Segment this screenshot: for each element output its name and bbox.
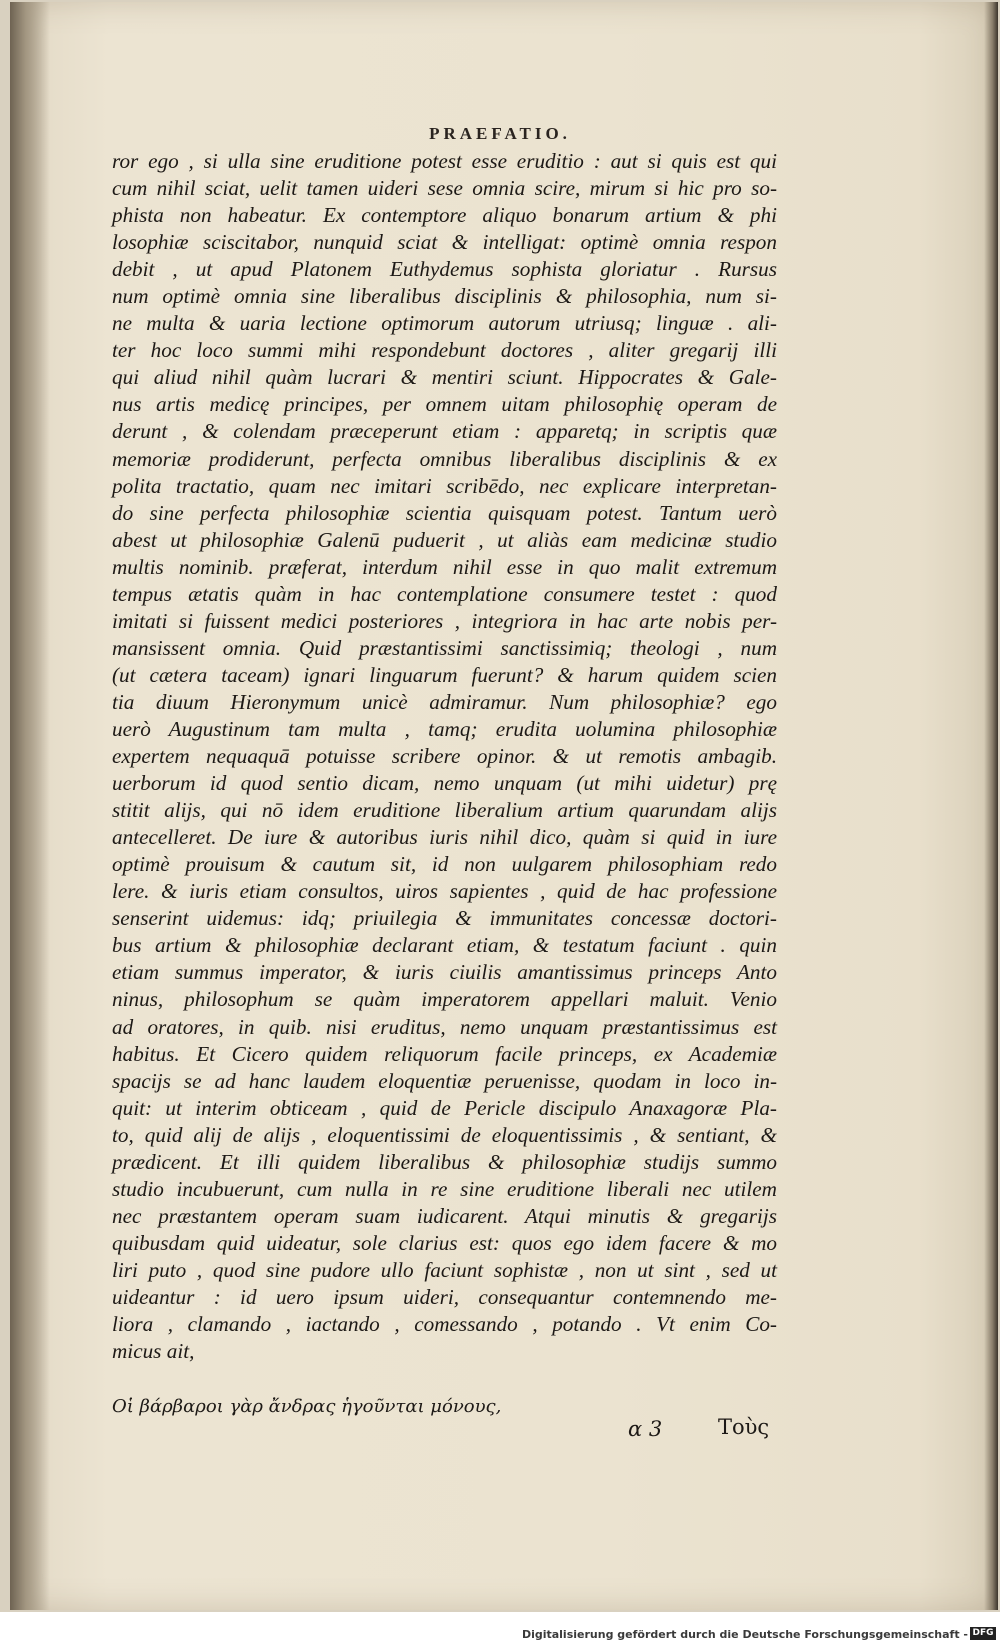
text-line: (ut cætera taceam) ignari linguarum fuerunt? & harum quidem scien <box>112 662 777 687</box>
signature-mark: α 3 <box>628 1417 663 1441</box>
text-line: imitati si fuissent medici posteriores , integriora in hac arte nobis per- <box>112 608 777 633</box>
text-line: quibusdam quid uideatur, sole clarius est: quos ego idem facere & mo <box>112 1230 777 1255</box>
body-text <box>112 148 777 1365</box>
text-line: cum nihil sciat, uelit tamen uideri sese omnia scire, mirum si hic pro so- <box>112 176 777 201</box>
text-line: quit: ut interim obticeam , quid de Pericle discipulo Anaxagoræ Pla- <box>112 1095 777 1120</box>
text-line: nus artis medicę principes, per omnem uitam philosophię operam de <box>112 392 777 417</box>
text-line: ror ego , si ulla sine eruditione potest esse eruditio : aut si quis est qui <box>112 149 777 173</box>
text-line: spacijs se ad hanc laudem eloquentiæ peruenisse, quodam in loco in- <box>112 1068 777 1093</box>
running-head: PRAEFATIO. <box>429 124 571 143</box>
text-line: nec præstantem operam suam iudicarent. Atqui minutis & gregarijs <box>112 1203 777 1228</box>
text-line: uideantur : id uero ipsum uideri, consequantur contemnendo me- <box>112 1284 777 1309</box>
text-line: ter hoc loco summi mihi respondebunt doctores , aliter gregarij illi <box>112 338 777 363</box>
text-line: etiam summus imperator, & iuris ciuilis amantissimus princeps Anto <box>112 960 777 985</box>
text-line: num optimè omnia sine liberalibus disciplinis & philosophia, num si- <box>112 284 777 309</box>
text-line: lere. & iuris etiam consultos, uiros sapientes , quid de hac professione <box>112 879 777 904</box>
funding-credit: Digitalisierung gefördert durch die Deutsche Forschungsgemeinschaft - <box>521 1628 968 1641</box>
text-line: memoriæ prodiderunt, perfecta omnibus liberalibus disciplinis & ex <box>112 446 777 471</box>
text-line: tempus ætatis quàm in hac contemplatione consumere testet : quod <box>112 581 777 606</box>
text-line: abest ut philosophiæ Galenū puduerit , ut aliàs eam medicinæ studio <box>112 527 777 552</box>
page-gutter <box>10 2 50 1610</box>
text-line: optimè prouisum & cautum sit, id non uulgarem philosophiam redo <box>112 852 777 877</box>
text-line: tia diuum Hieronymum unicè admiramur. Num philosophiæ? ego <box>112 689 777 714</box>
text-line: liri puto , quod sine pudore ullo faciunt sophistæ , non ut sint , sed ut <box>112 1257 777 1282</box>
text-line: bus artium & philosophiæ declarant etiam, & testatum faciunt . quin <box>112 933 777 958</box>
text-line: expertem nequaquā potuisse scribere opinor. & ut remotis ambagib. <box>112 744 777 769</box>
text-line: polita tractatio, quam nec imitari scribēdo, nec explicare interpretan- <box>112 473 777 498</box>
text-line: prædicent. Et illi quidem liberalibus & philosophiæ studijs summo <box>112 1149 777 1174</box>
text-line: to, quid alij de alijs , eloquentissimi de eloquentissimis , & sentiant, & <box>112 1122 777 1147</box>
text-line: studio incubuerunt, cum nulla in re sine eruditione liberali nec utilem <box>112 1176 777 1201</box>
text-line: ninus, philosophum se quàm imperatorem appellari maluit. Venio <box>112 987 777 1012</box>
text-line: mansissent omnia. Quid præstantissimi sanctissimiq; theologi , num <box>112 635 777 660</box>
text-line: stitit alijs, qui nō idem eruditione liberalium artium quarundam alijs <box>112 798 777 823</box>
text-line: multis nominib. præferat, interdum nihil esse in quo malit extremum <box>112 554 777 579</box>
text-line: debit , ut apud Platonem Euthydemus sophista gloriatur . Rursus <box>112 257 777 282</box>
text-line: habitus. Et Cicero quidem reliquorum facile princeps, ex Academiæ <box>112 1041 777 1066</box>
text-line: uerborum id quod sentio dicam, nemo unquam (ut mihi uidetur) prę <box>112 771 777 796</box>
dfg-logo: DFG <box>970 1627 996 1640</box>
text-line: senserint uidemus: idq; priuilegia & immunitates concessæ doctori- <box>112 906 777 931</box>
text-line: antecelleret. De iure & autoribus iuris nihil dico, quàm si quid in iure <box>112 825 777 850</box>
text-line: losophiæ sciscitabor, nunquid sciat & intelligat: optimè omnia respon <box>112 230 777 255</box>
page-edge <box>984 2 998 1610</box>
text-line: micus ait, <box>112 1339 195 1364</box>
text-line: ad oratores, in quib. nisi eruditus, nemo unquam præstantissimus est <box>112 1014 777 1039</box>
text-line: qui aliud nihil quàm lucrari & mentiri sciunt. Hippocrates & Gale- <box>112 365 777 390</box>
catchword: Τοὺς <box>718 1415 770 1439</box>
text-line: liora , clamando , iactando , comessando , potando . Vt enim Co- <box>112 1312 777 1337</box>
text-line: uerò Augustinum tam multa , tamq; erudita uolumina philosophiæ <box>112 716 777 741</box>
greek-quotation: Οἱ βάρβαροι γὰρ ἄνδρας ἡγοῦνται μόνους, <box>112 1396 502 1417</box>
text-line: do sine perfecta philosophiæ scientia quisquam potest. Tantum uerò <box>112 500 777 525</box>
text-line: derunt , & colendam præceperunt etiam : apparetq; in scriptis quæ <box>112 419 777 444</box>
text-line: ne multa & uaria lectione optimorum autorum utriusq; linguæ . ali- <box>112 311 777 336</box>
text-line: phista non habeatur. Ex contemptore aliquo bonarum artium & phi <box>112 203 777 228</box>
